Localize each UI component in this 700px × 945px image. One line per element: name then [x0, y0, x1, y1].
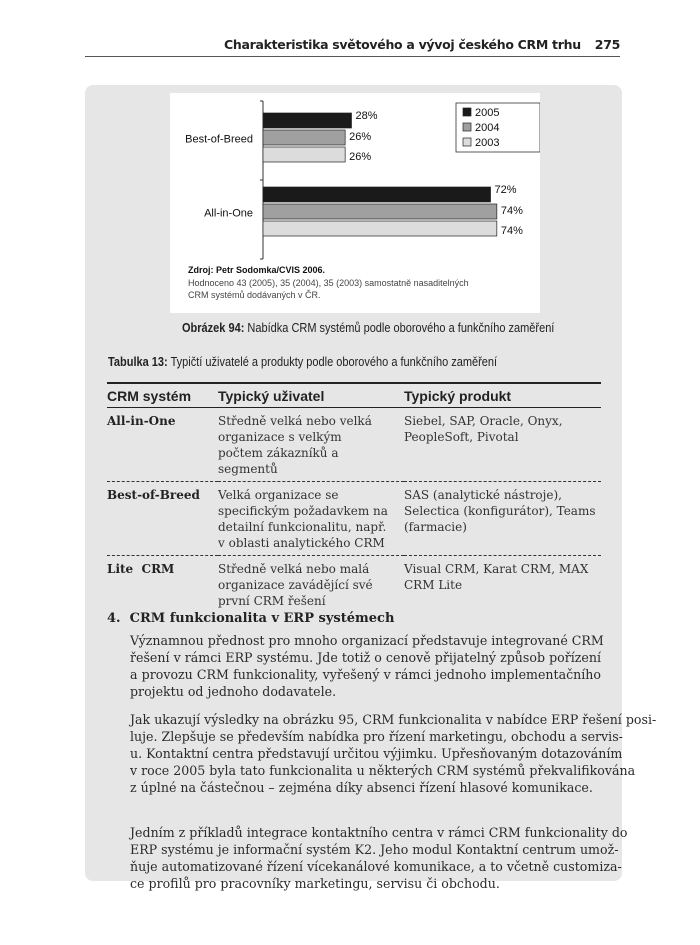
bar-2004-best-of-breed — [263, 130, 345, 145]
legend-swatch-2004 — [463, 123, 471, 131]
bar-2003-all-in-one — [263, 221, 497, 236]
bar-chart — [170, 93, 540, 313]
section-title: CRM funkcionalita v ERP systémech — [129, 611, 395, 626]
paragraph — [130, 632, 604, 700]
text-line: projektu od jednoho dodavatele. — [130, 684, 337, 699]
data-label: 72% — [494, 184, 517, 196]
section-heading — [107, 611, 394, 626]
table-row — [107, 556, 601, 614]
cell-user: Středně velká nebo malá organizace zavádějící své první CRM řešení — [218, 562, 373, 608]
page-number: 275 — [594, 37, 620, 52]
category-label: All-in-One — [204, 207, 253, 220]
column-header: Typický uživatel — [218, 383, 404, 408]
cell-product: Siebel, SAP, Oracle, Onyx, PeopleSoft, Pivotal — [404, 408, 601, 482]
paragraph — [130, 711, 657, 796]
table-header-row — [107, 383, 601, 408]
legend-swatch-2003 — [463, 138, 471, 146]
legend-label: 2004 — [475, 122, 500, 134]
text-line: u. Kontaktní centra představují určitou výjimku. Upřesňovaným dotazováním — [130, 746, 623, 761]
cell-product: SAS (analytické nástroje), Selectica (konfigurátor), Teams (farmacie) — [404, 482, 601, 556]
table-row — [107, 482, 601, 556]
bar-2005-all-in-one — [263, 187, 491, 202]
cell-system: All-in-One — [107, 408, 218, 482]
text-line: řešení v rámci ERP systému. Jde totiž o cenově přijatelný způsob pořízení — [130, 650, 601, 665]
cell-product: Visual CRM, Karat CRM, MAX CRM Lite — [404, 562, 589, 592]
figure-caption — [182, 321, 554, 335]
text-line: Jedním z příkladů integrace kontaktního centra v rámci CRM funkcionality do — [130, 825, 628, 840]
cell-user: Velká organizace se specifickým požadavkem na detailní funkcionalitu, např. v oblasti analytického CRM — [218, 482, 404, 556]
cell-system: Lite CRM — [107, 562, 175, 576]
column-header: Typický produkt — [404, 383, 601, 408]
category-label: Best-of-Breed — [185, 133, 253, 146]
bar-2005-best-of-breed — [263, 113, 351, 128]
chart-note: Hodnoceno 43 (2005), 35 (2004), 35 (2003) samostatně nasaditelných — [188, 278, 469, 288]
text-line: Jak ukazují výsledky na obrázku 95, CRM funkcionalita v nabídce ERP řešení posi- — [130, 712, 657, 727]
text-line: ce profilů pro pracovníky marketingu, servisu či obchodu. — [130, 876, 500, 891]
table-caption — [108, 355, 497, 369]
figure-caption-label: Obrázek 94: — [182, 321, 245, 335]
chart-note: CRM systémů dodávaných v ČR. — [188, 290, 321, 300]
text-line: z úplné na částečnou – zejména díky absenci řízení hlasové komunikace. — [130, 780, 593, 795]
data-label: 26% — [349, 131, 372, 143]
table-caption-text: Typičtí uživatelé a produkty podle oborového a funkčního zaměření — [167, 355, 498, 369]
cell-user: Středně velká nebo velká organizace s velkým počtem zákazníků a segmentů — [218, 408, 404, 482]
table-row — [107, 408, 601, 482]
paragraph — [130, 824, 628, 892]
cell-system: Best-of-Breed — [107, 482, 218, 556]
header-rule — [85, 56, 620, 57]
text-line: ERP systému je informační systém K2. Jeho modul Kontaktní centrum umož- — [130, 842, 619, 857]
figure-caption-text: Nabídka CRM systémů podle oborového a funkčního zaměření — [244, 321, 555, 335]
header-title: Charakteristika světového a vývoj českého CRM trhu — [223, 37, 581, 52]
legend-swatch-2005 — [463, 108, 471, 116]
data-label: 26% — [349, 151, 372, 163]
data-label: 28% — [355, 110, 378, 122]
text-line: v roce 2005 byla tato funkcionalita u některých CRM systémů překvalifikována — [130, 763, 636, 778]
data-label: 74% — [500, 225, 523, 237]
table-caption-label: Tabulka 13: — [108, 355, 168, 369]
legend-label: 2005 — [475, 107, 500, 119]
text-line: a provozu CRM funkcionality, vyřešený v rámci jednoho implementačního — [130, 667, 601, 682]
chart-source: Zdroj: Petr Sodomka/CVIS 2006. — [188, 265, 326, 275]
text-line: Významnou přednost pro mnoho organizací představuje integrované CRM — [130, 633, 604, 648]
crm-table — [107, 382, 601, 613]
text-line: luje. Zlepšuje se především nabídka pro řízení marketingu, obchodu a servis- — [130, 729, 623, 744]
column-header: CRM systém — [107, 383, 218, 408]
data-label: 74% — [500, 205, 523, 217]
section-number: 4. — [107, 611, 121, 626]
running-header — [224, 37, 620, 52]
text-line: ňuje automatizované řízení vícekanálové komunikace, a to včetně customiza- — [130, 859, 622, 874]
bar-2004-all-in-one — [263, 204, 497, 219]
bar-2003-best-of-breed — [263, 147, 345, 162]
legend-label: 2003 — [475, 137, 500, 149]
